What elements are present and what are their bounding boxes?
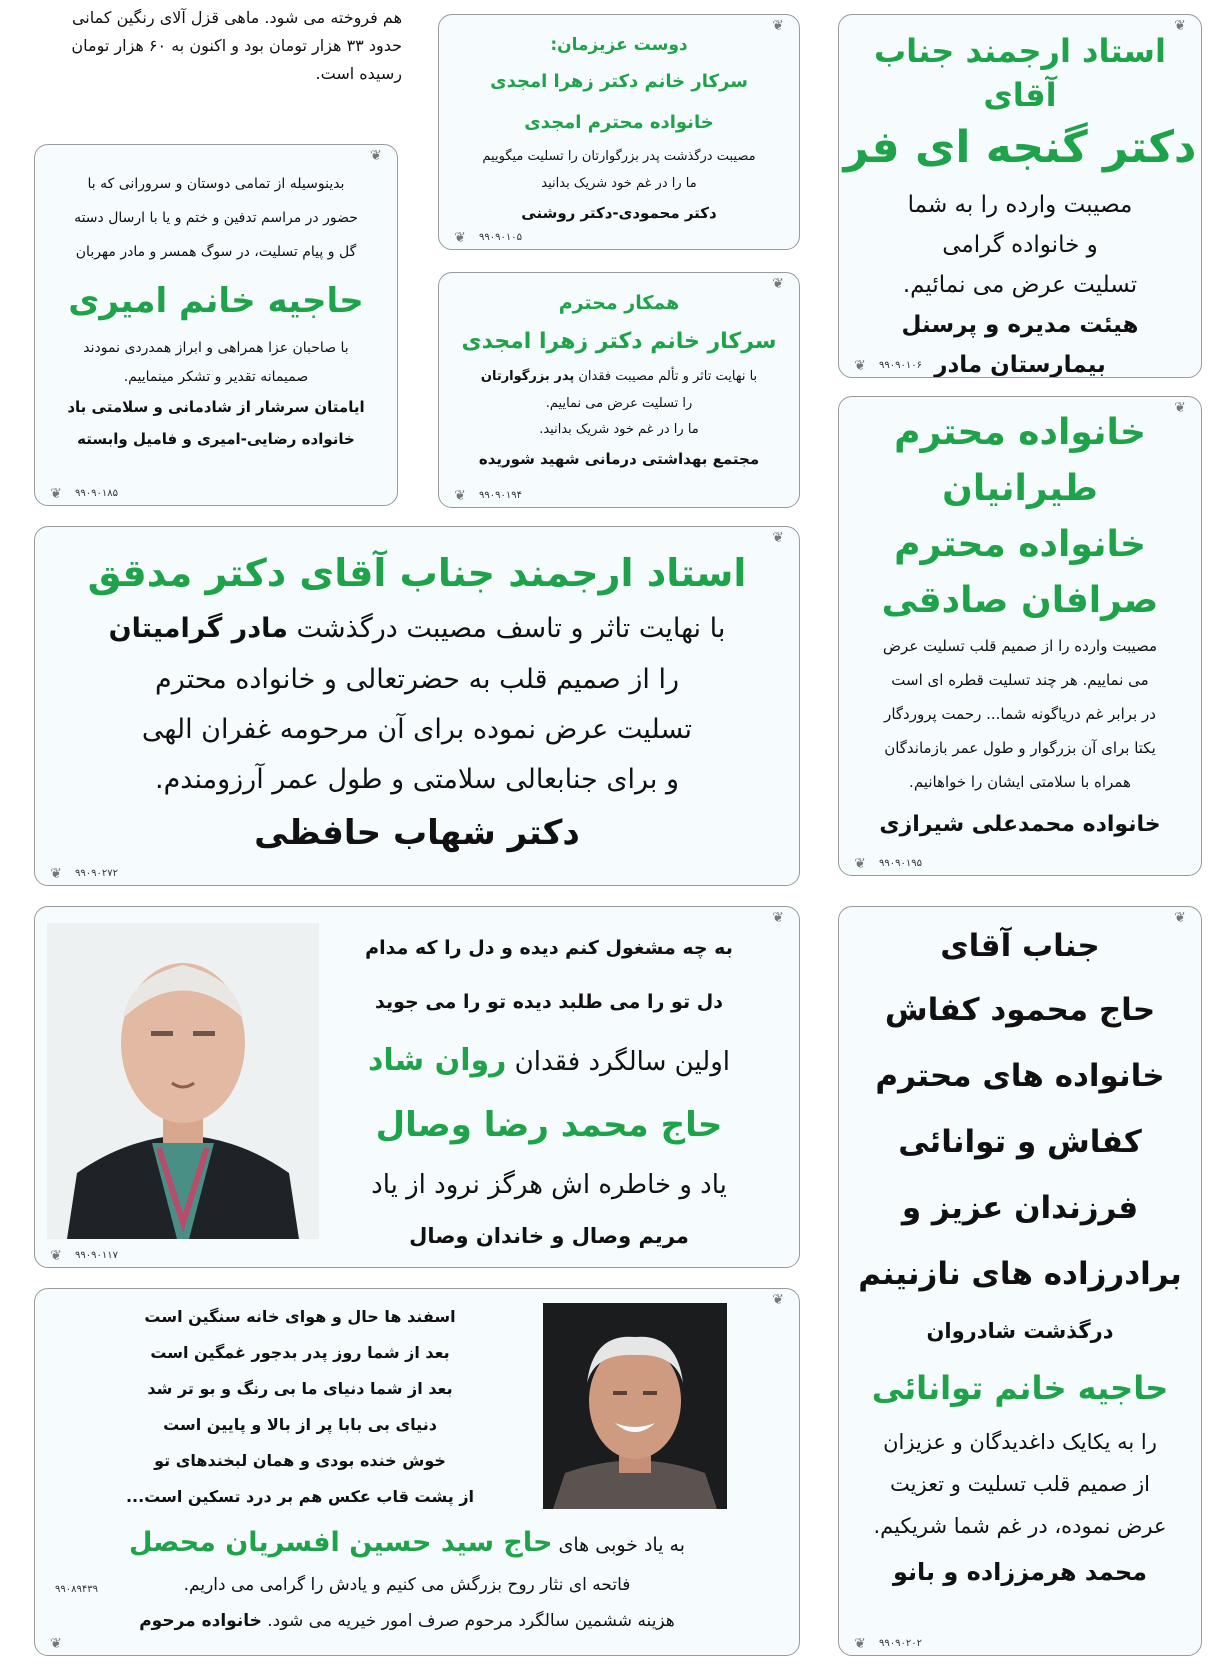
ad-signature: هیئت مدیره و پرسنل (901, 312, 1139, 338)
ad-heading: همکار محترم (558, 292, 680, 314)
ad-text: یاد و خاطره اش هرگز نرود از یاد (371, 1170, 727, 1200)
thank-you-ad-amiri (34, 144, 398, 506)
condolence-ad-tiranian (838, 396, 1202, 876)
ad-text: از صمیم قلب تسلیت و تعزیت (890, 1472, 1150, 1496)
condolence-ad-amjadi-friend (438, 14, 800, 250)
ad-signature: بیمارستان مادر (934, 352, 1106, 378)
ad-heading: استاد ارجمند جناب آقای دکتر مدقق (87, 551, 747, 595)
ad-text: می نماییم. هر چند تسلیت قطره ای است (891, 671, 1149, 689)
condolence-ad-ganjei-far (838, 14, 1202, 378)
ad-code: ۹۹۰۹۰۱۰۶ (879, 360, 922, 371)
condolence-ad-amjadi-colleague (438, 272, 800, 508)
poem-line: از پشت قاب عکس هم بر درد تسکین است... (125, 1487, 475, 1506)
ad-text: تسلیت عرض می نمائیم. (902, 272, 1138, 298)
poem-line: دل تو را می طلبد دیده تو را می جوید (375, 991, 723, 1013)
ad-text: با صاحبان عزا همراهی و ابراز همدردی نمودند (83, 340, 349, 356)
ad-name: دکتر گنجه ای فر (843, 122, 1197, 173)
ornament-icon: ❦ (50, 1248, 62, 1264)
top-left-fragment (30, 4, 402, 88)
ad-text: را تسلیت عرض می نماییم. (545, 396, 693, 411)
ad-code: ۹۹۰۹۰۱۱۷ (75, 1250, 118, 1261)
portrait-photo (47, 923, 319, 1239)
ad-name: حاج محمد رضا وصال (375, 1105, 723, 1145)
ad-text: همراه با سلامتی ایشان را خواهانیم. (909, 773, 1131, 791)
ornament-icon: ❦ (772, 530, 784, 546)
ad-text-green: روان شاد (367, 1043, 507, 1078)
ornament-icon: ❦ (772, 276, 784, 292)
ad-name: حاج محمود کفاش (884, 992, 1156, 1028)
anniversary-ad-afsarian (34, 1288, 800, 1656)
ad-text: فاتحه ای نثار روح بزرگش می کنیم و یادش را گرامی می داریم. (183, 1575, 631, 1595)
ad-signature: مجتمع بهداشتی درمانی شهید شوریده (478, 450, 760, 468)
ad-name: سرکار خانم دکتر زهرا امجدی (490, 71, 748, 92)
ornament-icon: ❦ (454, 488, 466, 504)
ad-text: هزینه ششمین سالگرد مرحوم صرف امور خیریه می شود. (267, 1611, 675, 1631)
ornament-icon: ❦ (50, 866, 62, 882)
ad-text: مصیبت درگذشت پدر بزرگوارتان را تسلیت میگوییم (482, 149, 756, 164)
ad-name: حاجیه خانم توانائی (871, 1369, 1169, 1407)
ornament-icon: ❦ (370, 148, 382, 164)
ad-text: با نهایت تاثر و تاسف مصیبت درگذشت (296, 613, 726, 644)
ornament-icon: ❦ (50, 486, 62, 502)
fragment-line: هم فروخته می شود. ماهی قزل آلای رنگین کمانی (71, 8, 402, 27)
ad-code: ۹۹۰۹۰۱۹۵ (879, 858, 922, 869)
ad-signature: خانواده محمدعلی شیرازی (879, 812, 1161, 837)
ad-text: با نهایت تاثر و تألم مصیبت فقدان (578, 369, 758, 384)
ad-text-bold: مادر گرامیتان (108, 613, 288, 644)
ornament-icon: ❦ (854, 856, 866, 872)
ad-text: یکتا برای آن بزرگوار و طول عمر بازماندگان (884, 739, 1156, 757)
ad-code: ۹۹۰۹۰۱۰۵ (479, 232, 522, 243)
ad-name: سرکار خانم دکتر زهرا امجدی (461, 329, 777, 354)
ad-text: فرزندان عزیز و (901, 1190, 1139, 1226)
ornament-icon: ❦ (1174, 18, 1186, 34)
ad-text: صمیمانه تقدیر و تشکر مینماییم. (123, 369, 309, 385)
ad-text: درگذشت شادروان (926, 1319, 1114, 1343)
poem-line: خوش خنده بودی و همان لبخندهای تو (154, 1451, 446, 1470)
ornament-icon: ❦ (772, 910, 784, 926)
ad-heading: جناب آقای (940, 928, 1100, 964)
ornament-icon: ❦ (854, 1636, 866, 1652)
poem-line: به چه مشغول کنم دیده و دل را که مدام (365, 937, 733, 959)
ad-signature: خانواده رضایی-امیری و فامیل وابسته (77, 430, 355, 448)
ad-name: صرافان صادقی (881, 580, 1159, 621)
ad-text: کفاش و توانائی (898, 1124, 1142, 1160)
ad-text: به یاد خوبی های (558, 1534, 686, 1556)
ad-heading: خانواده محترم (894, 524, 1146, 565)
ad-text: ما را در غم خود شریک بدانید (541, 176, 697, 191)
ad-signature: خانواده مرحوم (139, 1611, 262, 1631)
ad-name: حاج سید حسین افسریان محصل (128, 1527, 553, 1558)
ad-text: مصیبت وارده را از صمیم قلب تسلیت عرض (882, 637, 1158, 655)
ornament-icon: ❦ (1174, 910, 1186, 926)
ad-signature: دکتر محمودی-دکتر روشنی (521, 204, 717, 222)
anniversary-ad-vesal (34, 906, 800, 1268)
ad-name: طیرانیان (942, 468, 1098, 509)
fragment-line: حدود ۳۳ هزار تومان بود و اکنون به ۶۰ هزار تومان (71, 36, 402, 55)
ad-text: را از صمیم قلب به حضرتعالی و خانواده محترم (155, 664, 679, 695)
ad-text: بدینوسیله از تمامی دوستان و سرورانی که با (87, 176, 345, 192)
ad-name: خانواده محترم امجدی (524, 112, 714, 133)
poem-line: دنیای بی بابا پر از بالا و پایین است (163, 1415, 437, 1434)
ornament-icon: ❦ (772, 1292, 784, 1308)
ad-text: و خانواده گرامی (942, 232, 1098, 258)
condolence-ad-modaghegh (34, 526, 800, 886)
ad-heading: دوست عزیزمان: (550, 35, 688, 55)
poem-line: بعد از شما دنیای ما بی رنگ و بو تر شد (147, 1379, 453, 1398)
ornament-icon: ❦ (454, 230, 466, 246)
ornament-icon: ❦ (50, 1636, 62, 1652)
poem-line: بعد از شما روز پدر بدجور غمگین است (150, 1343, 450, 1362)
ad-text: تسلیت عرض نموده برای آن مرحومه غفران الهی (141, 714, 693, 745)
ad-code: ۹۹۰۸۹۴۳۹ (55, 1584, 98, 1595)
ad-code: ۹۹۰۹۰۱۸۵ (75, 488, 118, 499)
ad-text: برادرزاده های نازنینم (858, 1256, 1182, 1292)
ad-code: ۹۹۰۹۰۲۷۲ (75, 868, 118, 879)
portrait-photo (543, 1303, 727, 1509)
ornament-icon: ❦ (854, 358, 866, 374)
ad-text: مصیبت وارده را به شما (907, 192, 1133, 218)
ornament-icon: ❦ (772, 18, 784, 34)
ad-signature: محمد هرمززاده و بانو (892, 1558, 1148, 1586)
ornament-icon: ❦ (1174, 400, 1186, 416)
ad-text: در برابر غم دریاگونه شما... رحمت پروردگار (884, 705, 1156, 723)
ad-text-bold: پدر بزرگوارتان (480, 369, 575, 384)
ad-text: حضور در مراسم تدفین و ختم و یا با ارسال دسته (74, 210, 358, 226)
ad-code: ۹۹۰۹۰۱۹۴ (479, 490, 522, 501)
ad-text: اولین سالگرد فقدان (514, 1047, 730, 1077)
fragment-line: رسیده است. (315, 64, 402, 83)
ad-text: ایامتان سرشار از شادمانی و سلامتی باد (67, 398, 365, 416)
ad-signature: مریم وصال و خاندان وصال (409, 1224, 689, 1248)
ad-signature: دکتر شهاب حافظی (254, 813, 580, 853)
condolence-ad-kaffash (838, 906, 1202, 1656)
ad-text: گل و پیام تسلیت، در سوگ همسر و مادر مهربان (75, 244, 357, 260)
poem-line: اسفند ها حال و هوای خانه سنگین است (144, 1307, 456, 1326)
ad-code: ۹۹۰۹۰۲۰۲ (879, 1638, 922, 1649)
ad-text: خانواده های محترم (875, 1058, 1165, 1094)
ad-text: را به یکایک داغدیدگان و عزیزان (883, 1430, 1157, 1454)
ad-name: حاجیه خانم امیری (68, 281, 364, 321)
ad-heading: استاد ارجمند جناب آقای (874, 32, 1166, 114)
ad-text: ما را در غم خود شریک بدانید. (539, 422, 699, 437)
ad-text: عرض نموده، در غم شما شریکیم. (873, 1514, 1167, 1538)
ad-text: و برای جنابعالی سلامتی و طول عمر آرزومندم. (155, 764, 679, 795)
ad-heading: خانواده محترم (894, 412, 1146, 453)
